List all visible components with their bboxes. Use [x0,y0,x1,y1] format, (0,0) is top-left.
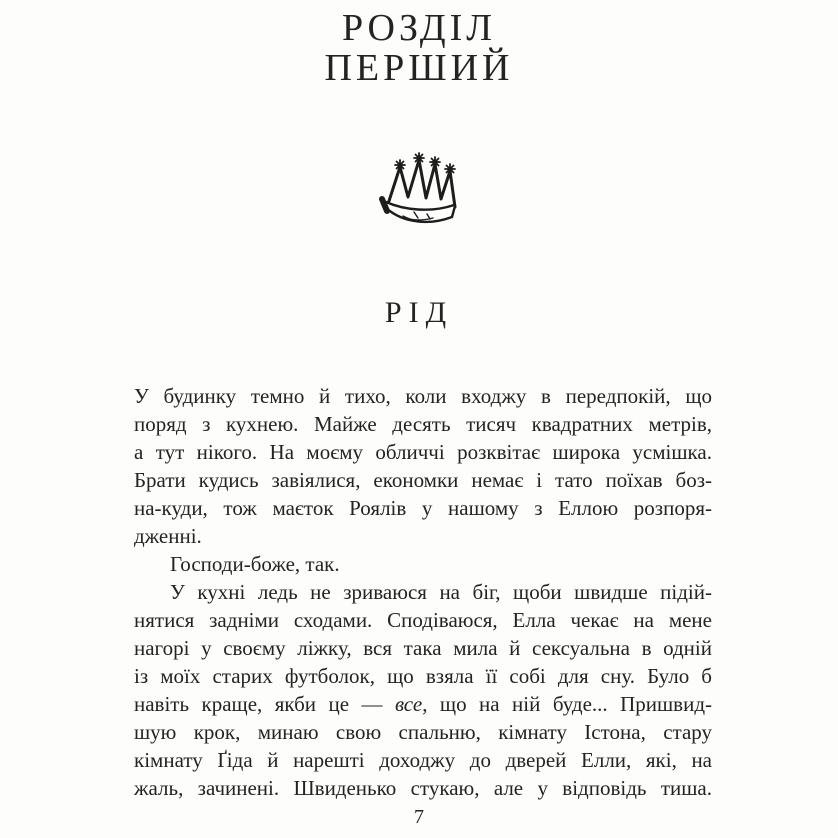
text-segment: нагорі у своєму ліжку, вся така мила й сексуальна в одній [134,636,712,660]
italic-text: все [394,692,423,716]
text-segment: Господи-боже, так. [170,552,340,576]
text-line [134,550,712,578]
text-segment: дженні. [134,524,202,548]
text-segment: а тут нікого. На моєму обличчі розквітає широка усмішка. [134,440,712,464]
text-segment: шую крок, минаю свою спальню, кімнату Істона, стару [134,720,712,744]
text-segment: навіть краще, якби це — [134,692,395,716]
text-line [134,662,712,690]
text-line [134,410,712,438]
text-line [134,606,712,634]
text-segment: У кухні ледь не зриваюся на біг, щоби швидше підій- [170,580,712,604]
text-line [134,438,712,466]
text-segment: Брати кудись завіялися, економки немає і тато поїхав боз- [134,468,712,492]
chapter-title-line2: ПЕРШИЙ [324,47,514,89]
text-segment: , що на ній буде... Пришвид- [422,692,713,716]
text-line [134,718,712,746]
text-line [134,494,712,522]
body-text [134,382,712,802]
section-title: РІД [384,296,454,329]
text-line [134,774,712,802]
chapter-title-line1: РОЗДІЛ [341,7,497,49]
text-segment: кімнату Ґіда й нарешті доходжу до дверей Елли, які, на [134,748,712,772]
text-line [134,382,712,410]
text-segment: на-куди, тож маєток Роялів у нашому з Еллою розпоря- [134,496,712,520]
text-segment: жаль, зачинені. Швиденько стукаю, але у відповідь тиша. [134,776,712,800]
text-line [134,578,712,606]
page-number: 7 [414,806,424,828]
text-segment: поряд з кухнею. Майже десять тисяч квадратних метрів, [134,412,712,436]
text-segment: нятися задніми сходами. Сподіваюся, Елла чекає на мене [134,608,712,632]
crown-illustration [369,140,469,237]
chapter-title [0,8,838,88]
text-line [134,466,712,494]
text-line [134,522,712,550]
text-line [134,690,712,718]
text-segment: У будинку темно й тихо, коли входжу в передпокій, що [134,384,712,408]
text-segment: із моїх старих футболок, що взяла її собі для сну. Було б [134,664,712,688]
text-line [134,634,712,662]
text-line [134,746,712,774]
crown-icon [369,140,469,237]
